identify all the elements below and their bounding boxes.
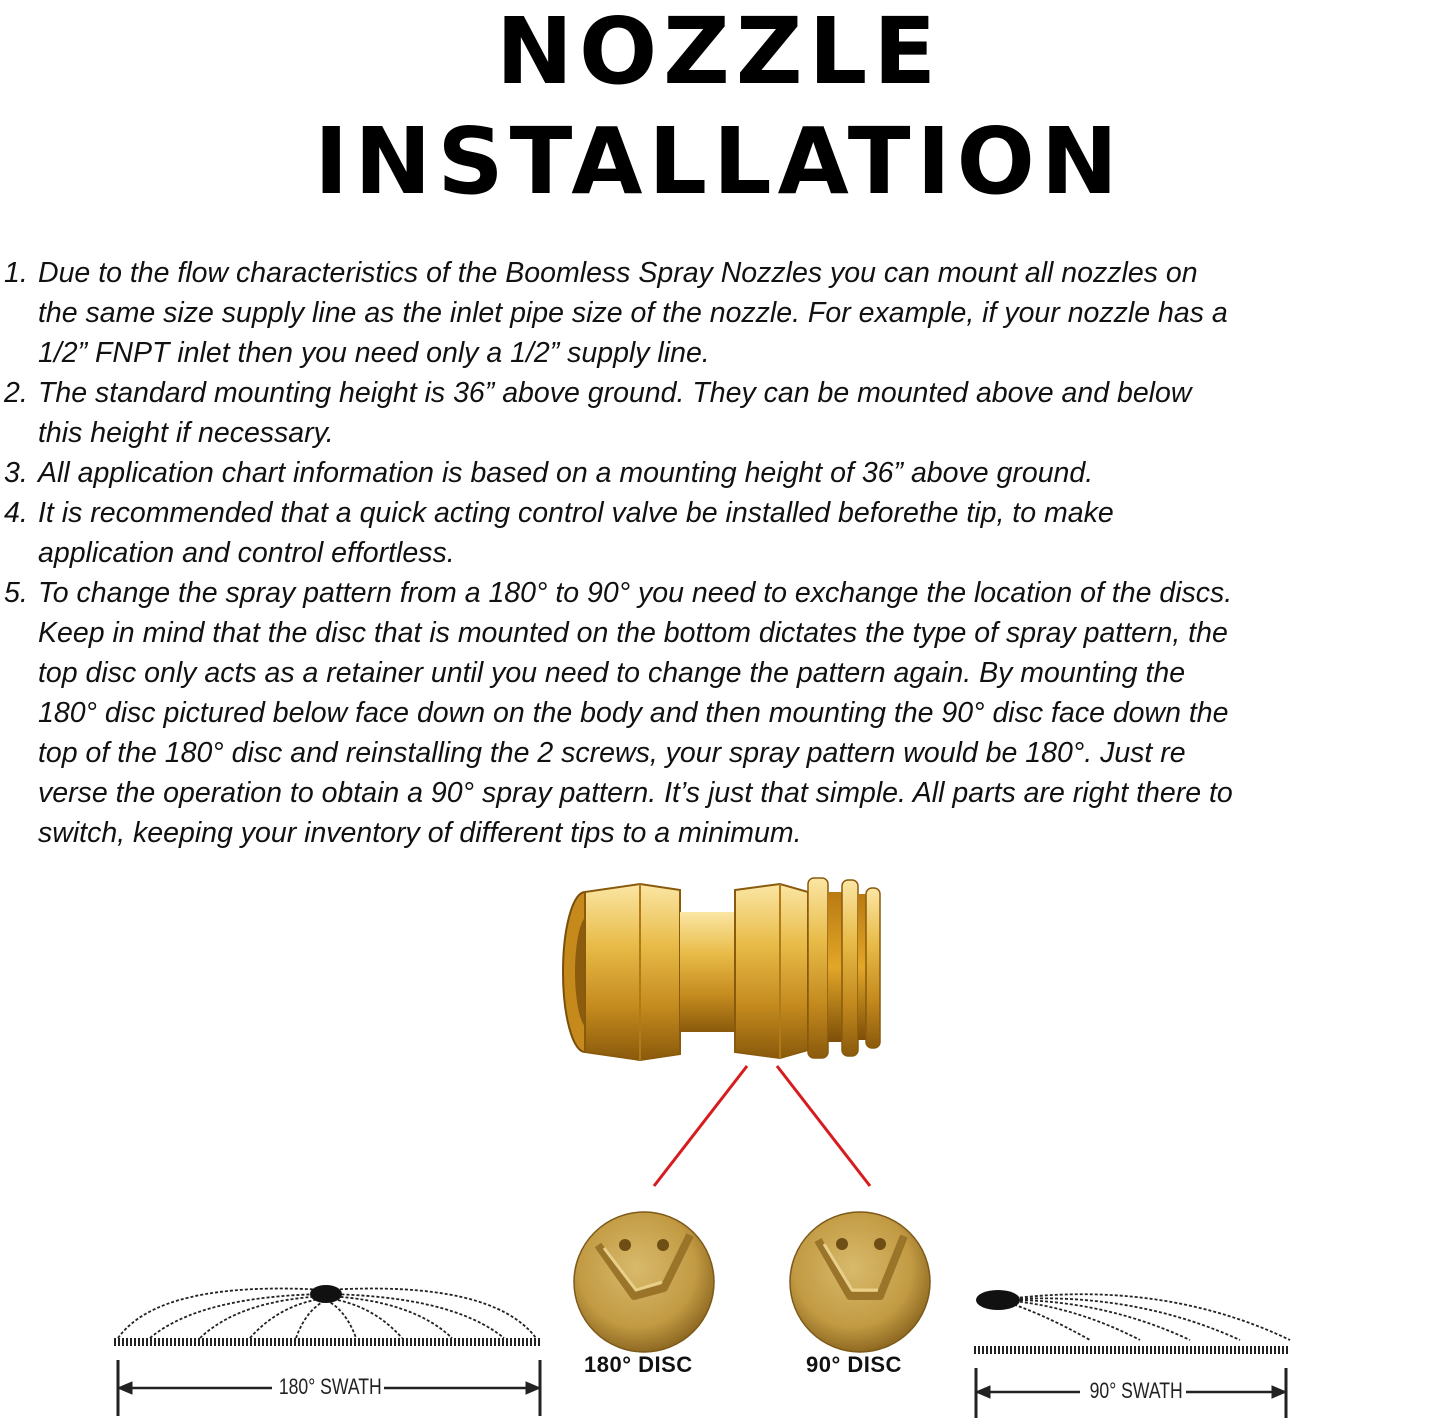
step-line: this height if necessary. (38, 417, 334, 449)
step-line: top of the 180° disc and reinstalling the 2 screws, your spray pattern would be 180°. Just re (38, 737, 1186, 769)
disc-90 (790, 1212, 930, 1352)
step-line: It is recommended that a quick acting control valve be installed beforethe tip, to make (38, 497, 1114, 529)
step-3 (0, 453, 1436, 493)
step-line: switch, keeping your inventory of different tips to a minimum. (38, 817, 802, 849)
step-line: the same size supply line as the inlet pipe size of the nozzle. For example, if your nozzle has a (38, 297, 1228, 329)
step-number: 3. (4, 457, 28, 489)
step-2 (0, 373, 1436, 453)
connector-line-right (777, 1066, 870, 1186)
step-number: 4. (4, 497, 28, 529)
brass-nozzle (563, 878, 880, 1060)
step-line: Due to the flow characteristics of the Boomless Spray Nozzles you can mount all nozzles on (38, 257, 1198, 289)
step-5 (0, 573, 1436, 853)
disc-180-label: 180° DISC (584, 1352, 693, 1377)
step-number: 2. (4, 377, 28, 409)
step-number: 5. (4, 577, 28, 609)
step-line: The standard mounting height is 36” above ground. They can be mounted above and below (38, 377, 1192, 409)
title-line-2: INSTALLATION (314, 108, 1124, 215)
step-line: application and control effortless. (38, 537, 455, 569)
step-line: To change the spray pattern from a 180° to 90° you need to exchange the location of the discs. (38, 577, 1233, 609)
step-4 (0, 493, 1436, 573)
step-line: 1/2” FNPT inlet then you need only a 1/2” supply line. (38, 337, 710, 369)
step-line: Keep in mind that the disc that is mounted on the bottom dictates the type of spray pattern, the (38, 617, 1228, 649)
connector-line-left (654, 1066, 747, 1186)
title-line-1: NOZZLE (495, 0, 943, 105)
step-1 (0, 253, 1436, 373)
step-line: 180° disc pictured below face down on the body and then mounting the 90° disc face down the (38, 697, 1229, 729)
swath-180-label: 180° SWATH (278, 1374, 382, 1399)
installation-steps (0, 253, 1436, 853)
disc-90-label: 90° DISC (806, 1352, 902, 1377)
step-line: All application chart information is based on a mounting height of 36” above ground. (38, 457, 1094, 489)
step-line: top disc only acts as a retainer until you need to change the pattern again. By mounting the (38, 657, 1186, 689)
disc-180 (574, 1212, 714, 1352)
step-number: 1. (4, 257, 28, 289)
swath-90-label: 90° SWATH (1089, 1378, 1183, 1403)
step-line: verse the operation to obtain a 90° spray pattern. It’s just that simple. All parts are right there to (38, 777, 1233, 809)
